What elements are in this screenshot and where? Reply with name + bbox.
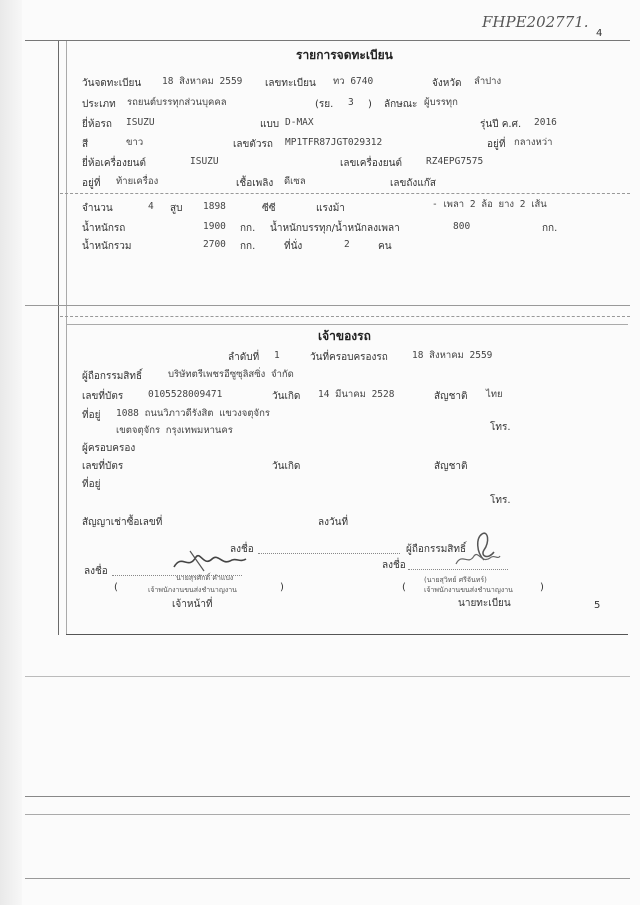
cc-value: 1898 [203, 201, 226, 212]
address-line-1: 1088 ถนนวิภาวดีรังสิต แขวงจตุจักร [116, 408, 270, 419]
registrar-role: นายทะเบียน [458, 598, 511, 609]
axle-value: - เพลา 2 ล้อ ยาง 2 เส้น [432, 199, 547, 210]
sheet-rule-3 [25, 814, 630, 815]
gas-tank-label: เลขถังแก๊ส [390, 178, 436, 189]
province-label: จังหวัด [432, 78, 462, 89]
officer-sign-label: ลงชื่อ [84, 566, 108, 577]
seats-unit: คน [378, 241, 392, 252]
order-value: 1 [274, 350, 280, 361]
weight-unit: กก. [240, 223, 256, 234]
phone-label: โทร. [490, 422, 511, 433]
frame-bottom-line [66, 634, 628, 635]
possessor-birth-label: วันเกิด [272, 461, 301, 472]
province-value: ลำปาง [474, 76, 502, 87]
engine-number-value: RZ4EPG7575 [426, 156, 484, 167]
possessor-phone-label: โทร. [490, 495, 511, 506]
sheet-rule-2 [25, 796, 630, 797]
color-value: ขาว [126, 137, 144, 148]
plate-label: เลขทะเบียน [265, 78, 316, 89]
color-label: สี [82, 139, 89, 150]
binding-line [58, 40, 59, 635]
load-unit: กก. [542, 223, 558, 234]
section-divider [60, 193, 630, 194]
type-code-prefix: (รย. [315, 99, 334, 110]
owner-title: เจ้าของรถ [318, 329, 371, 343]
id-label: เลขที่บัตร [82, 391, 124, 402]
holder-sign-caption: ผู้ถือกรรมสิทธิ์ [406, 544, 467, 555]
page-number-top: 4 [596, 28, 603, 39]
possessor-id-label: เลขที่บัตร [82, 461, 124, 472]
registrar-title: เจ้าพนักงานขนส่งชำนาญงาน [424, 586, 513, 594]
engine-number-label: เลขเครื่องยนต์ [340, 158, 402, 169]
year-value: 2016 [534, 117, 557, 128]
contract-date-label: ลงวันที่ [318, 517, 349, 528]
weight-value: 1900 [203, 221, 226, 232]
type-value: รถยนต์บรรทุกส่วนบุคคล [127, 97, 227, 108]
possessor-nationality-label: สัญชาติ [434, 461, 468, 472]
sheet-rule-1 [25, 676, 630, 677]
chassis-value: MP1TFR87JGT029312 [285, 137, 383, 148]
order-label: ลำดับที่ [228, 352, 260, 363]
nationality-label: สัญชาติ [434, 391, 468, 402]
count-value: 4 [148, 201, 154, 212]
contract-number-label: สัญญาเช่าซื้อเลขที่ [82, 517, 163, 528]
engine-brand-label: ยี่ห้อเครื่องยนต์ [82, 158, 147, 169]
possess-date-label: วันที่ครอบครองรถ [310, 352, 388, 363]
possessor-label: ผู้ครอบครอง [82, 443, 136, 454]
load-label: น้ำหนักบรรทุก/น้ำหนักลงเพลา [270, 223, 400, 234]
type-label: ประเภท [82, 99, 116, 110]
top-rule [25, 40, 630, 41]
engine-brand-value: ISUZU [190, 156, 219, 167]
holder-sign-line [258, 553, 400, 554]
registrar-paren-open: ( [402, 582, 406, 593]
horsepower-label: แรงม้า [316, 203, 345, 214]
possess-date-value: 18 สิงหาคม 2559 [412, 350, 493, 361]
brand-label: ยี่ห้อรถ [82, 119, 112, 130]
possessor-address-label: ที่อยู่ [82, 479, 101, 490]
style-label: ลักษณะ [384, 99, 418, 110]
officer-title: เจ้าพนักงานขนส่งชำนาญงาน [148, 586, 237, 594]
registration-title: รายการจดทะเบียน [296, 48, 393, 62]
style-value: ผู้บรรทุก [424, 97, 458, 108]
engine-location-value: ท้ายเครื่อง [116, 176, 159, 187]
sheet-rule-4 [25, 878, 630, 879]
weight-label: น้ำหนักรถ [82, 223, 126, 234]
stroke-label: สูบ [170, 203, 183, 214]
chassis-location-value: กลางหว่า [514, 137, 553, 148]
id-value: 0105528009471 [148, 389, 223, 400]
officer-paren-open: ( [114, 582, 118, 593]
seats-label: ที่นั่ง [284, 241, 303, 252]
frame-left-line [66, 40, 67, 635]
plate-value: ทว 6740 [333, 76, 374, 87]
holder-sign-label: ลงชื่อ [230, 544, 254, 555]
fold-line [25, 305, 630, 306]
officer-name: นายสุรศักดิ์ คำแปง [176, 574, 234, 582]
cc-label: ซีซี [262, 203, 276, 214]
fuel-label: เชื้อเพลิง [236, 178, 274, 189]
address-line-2: เขตจตุจักร กรุงเทพมหานคร [116, 425, 233, 436]
fold-dashes [60, 316, 630, 317]
registrar-sign-label: ลงชื่อ [382, 560, 406, 571]
load-value: 800 [453, 221, 471, 232]
total-weight-label: น้ำหนักรวม [82, 241, 132, 252]
birth-value: 14 มีนาคม 2528 [318, 389, 395, 400]
officer-paren-close: ) [280, 582, 284, 593]
count-label: จำนวน [82, 203, 113, 214]
holder-label: ผู้ถือกรรมสิทธิ์ [82, 371, 143, 382]
type-code-suffix: ) [368, 99, 372, 110]
officer-role: เจ้าหน้าที่ [172, 599, 213, 610]
fuel-value: ดีเซล [284, 176, 306, 187]
total-weight-unit: กก. [240, 241, 256, 252]
address-label: ที่อยู่ [82, 410, 101, 421]
reg-date-label: วันจดทะเบียน [82, 78, 142, 89]
registrar-signature-mark [452, 548, 502, 574]
handwritten-code: FHPE202771. [482, 13, 589, 31]
nationality-value: ไทย [486, 389, 503, 400]
holder-value: บริษัทตรีเพชรอีซูซุลิสซิ่ง จำกัด [168, 369, 294, 380]
type-code-value: 3 [348, 97, 354, 108]
scan-shadow [0, 0, 22, 905]
fold-line-lower [66, 324, 628, 325]
year-label: รุ่นปี ค.ศ. [480, 119, 522, 130]
model-label: แบบ [260, 119, 280, 130]
model-value: D-MAX [285, 117, 314, 128]
registrar-name: (นายสุวิทย์ ศรีจันทร์) [424, 576, 487, 584]
birth-label: วันเกิด [272, 391, 301, 402]
registrar-paren-close: ) [540, 582, 544, 593]
brand-value: ISUZU [126, 117, 155, 128]
engine-location-label: อยู่ที่ [82, 178, 101, 189]
page-number-bottom: 5 [594, 600, 601, 611]
reg-date-value: 18 สิงหาคม 2559 [162, 76, 243, 87]
chassis-label: เลขตัวรถ [233, 139, 273, 150]
seats-value: 2 [344, 239, 350, 250]
chassis-location-label: อยู่ที่ [487, 139, 506, 150]
total-weight-value: 2700 [203, 239, 226, 250]
